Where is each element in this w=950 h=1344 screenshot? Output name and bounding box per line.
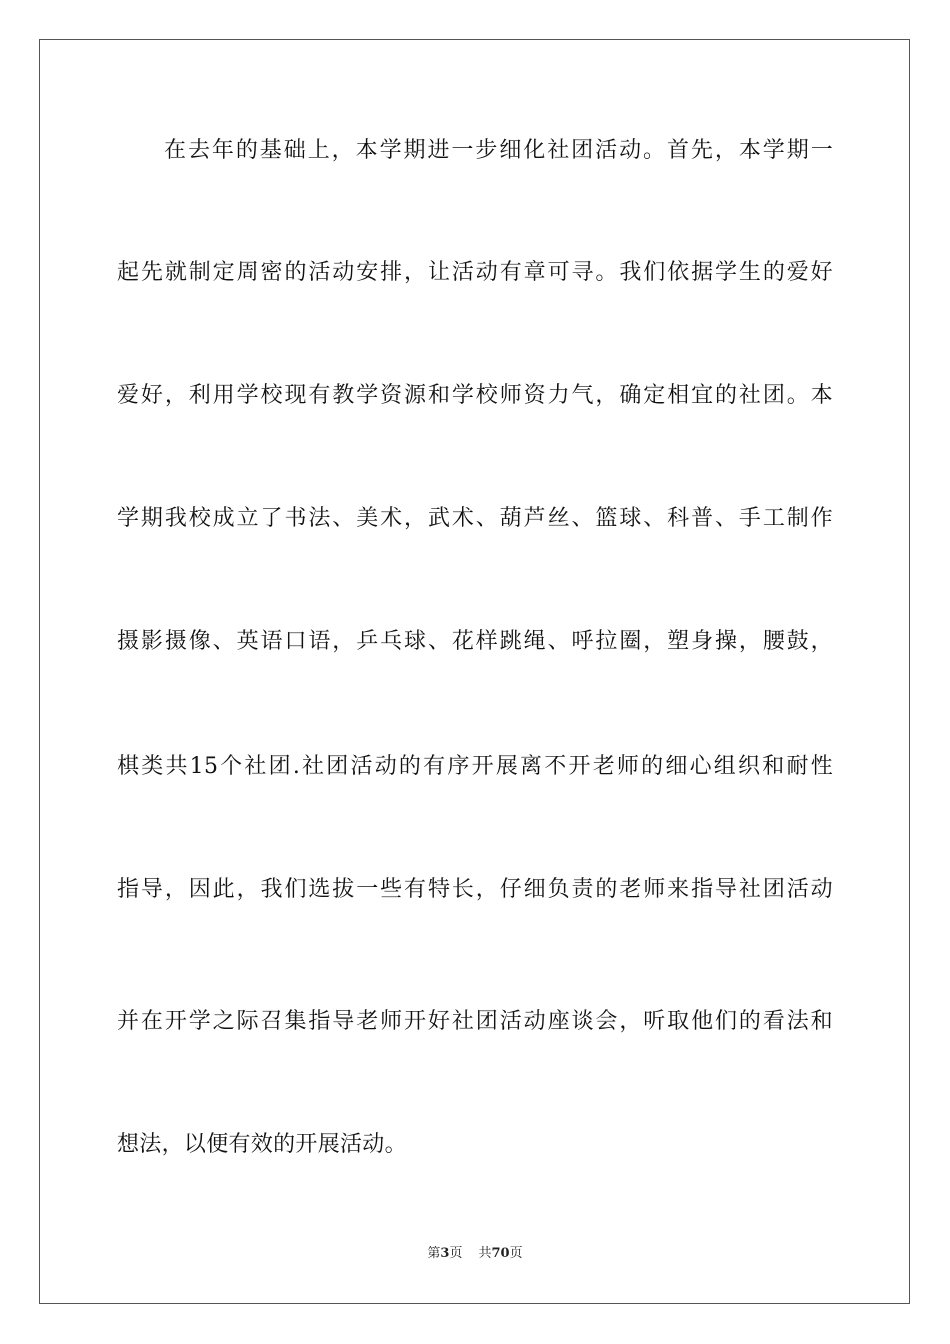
paragraph-line-9: 想法，以便有效的开展活动。 <box>117 1132 407 1157</box>
page-prefix: 第 <box>427 1246 441 1261</box>
paragraph-line-1: 在去年的基础上，本学期进一步细化社团活动。首先，本学期一 <box>164 138 833 163</box>
paragraph-line-3: 爱好，利用学校现有教学资源和学校师资力气，确定相宜的社团。本 <box>117 383 833 408</box>
paragraph-line-4: 学期我校成立了书法、美术，武术、葫芦丝、篮球、科普、手工制作 <box>117 506 833 531</box>
paragraph-line-7: 指导，因此，我们选拔一些有特长，仔细负责的老师来指导社团活动 <box>117 877 833 902</box>
paragraph-line-5: 摄影摄像、英语口语，乒乓球、花样跳绳、呼拉圈，塑身操，腰鼓， <box>117 629 833 654</box>
total-prefix: 共 <box>478 1246 492 1261</box>
page-number: 3 <box>440 1246 450 1261</box>
page-border <box>39 39 910 1304</box>
total-pages: 70 <box>491 1246 510 1261</box>
paragraph-line-2: 起先就制定周密的活动安排，让活动有章可寻。我们依据学生的爱好 <box>117 260 833 285</box>
page-suffix: 页 <box>449 1246 463 1261</box>
paragraph-line-6: 棋类共15个社团.社团活动的有序开展离不开老师的细心组织和耐性 <box>117 754 833 779</box>
paragraph-line-8: 并在开学之际召集指导老师开好社团活动座谈会，听取他们的看法和 <box>117 1009 833 1034</box>
page-footer <box>0 1245 950 1263</box>
total-suffix: 页 <box>509 1246 523 1261</box>
